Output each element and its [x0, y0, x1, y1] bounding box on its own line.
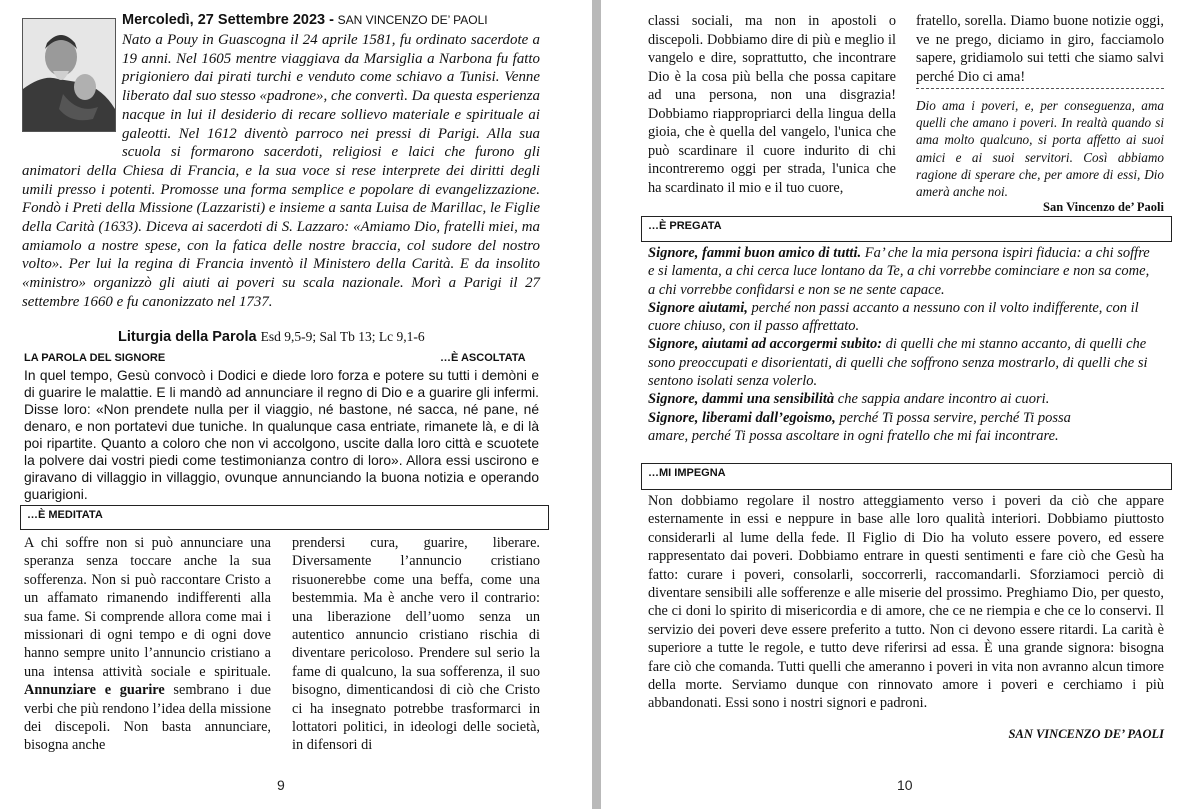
- prayer-body: perché Ti possa servire, perché Ti possa amare, perché Ti possa ascoltare in ogni fratello che mi fai incontrare.: [648, 409, 1071, 444]
- meditated-label: …È MEDITATA: [27, 509, 103, 521]
- prayed-box: [641, 216, 1172, 242]
- prayer-line: [648, 409, 1158, 446]
- meditation-text-1b: sembrano i due verbi che più rendono l’idea della missione dei discepoli. Non basta annunciare, bisogna anche: [24, 682, 271, 754]
- page-10: [601, 0, 1185, 809]
- commitment-label: …MI IMPEGNA: [648, 467, 726, 479]
- prayer-invocation: Signore, fammi buon amico di tutti.: [648, 245, 862, 261]
- prayer-body: di quelli che mi stanno accanto, di quelli che sono preoccupati e disorientati, di quelli che soffrono senza mostrarlo, di quelli che si sentono isolati senza volerlo.: [648, 336, 1148, 390]
- prayer-line: [648, 244, 1158, 299]
- prayer-invocation: Signore, dammi una sensibilità: [648, 391, 835, 408]
- header-saint: SAN VINCENZO DE’ PAOLI: [337, 13, 488, 27]
- liturgy-title: Liturgia della Parola: [118, 329, 257, 345]
- prayer-invocation: Signore, liberami dall’egoismo,: [648, 409, 836, 426]
- prayer-text: [648, 244, 1158, 445]
- quote-divider: [916, 88, 1164, 89]
- prayer-body: Fa’ che la mia persona ispiri fiducia: a chi soffre e si lamenta, a chi cerca luce lontano da Te, a chi vorrebbe cominciare e non sa come, a chi vorrebbe confidarsi e non se ne sente capace.: [648, 245, 1150, 298]
- listened-label: …È ASCOLTATA: [440, 352, 526, 364]
- commitment-text: Non dobbiamo regolare il nostro atteggiamento verso i poveri da ciò che appare esternamente in essi e neppure in base alle loro qualità interiori. Dobbiamo piuttosto considerarli al lume della fede. Il Figlio di Dio ha voluto essere povero, ed essere rappresentato dai poveri. Dobbiamo entrare in questi sentimenti e fare ciò che Gesù ha fatto: curare i poveri, consolarli, soccorrerli, raccomandarli. Sforziamoci perciò di diventare sensibili alle sofferenze e alle miserie del prossimo. Preghiamo Dio, per questo, che ci doni lo spirito di misericordia e di amore, che ce ne riempia e che ce lo conservi. Il servizio dei poveri deve essere preferito a tutto. Non ci devono essere ritardi. La carità è superiore a tutte le regole, e tutto deve riferirsi ad essa. È una grande signora: bisogna fare ciò che comanda. Tutti quelli che ameranno i poveri in vita non avranno alcun timore della morte. Serviamo dunque con rinnovato amore i poveri e cerchiamo i più abbandonati. Essi sono i nostri signori e padroni.: [648, 493, 1164, 712]
- prayer-invocation: Signore aiutami,: [648, 299, 748, 316]
- page-number: 9: [277, 777, 285, 793]
- biography-text: Nato a Pouy in Guascogna il 24 aprile 1581, fu ordinato sacerdote a 19 anni. Nel 1605 mentre viaggiava da Marsiglia a Narbona fu fatto prigioniero dai pirati turchi e venduto come schiavo a Tunisi. Venne liberato dal suo stesso «padrone», che convertì. Da questa esperienza nacque in lui il desiderio di recare sollievo materiale e spirituale ai galeotti. Nel 1612 diventò parroco nei pressi di Parigi. Alla sua scuola si formarono sacerdoti, religiosi e laici che furono gli animatori della Chiesa di Francia, e la sua voce si rese interprete dei diritti degli umili presso i potenti. Promosse una forma semplice e popolare di evangelizzazione. Fondò i Preti della Missione (Lazzaristi) e insieme a santa Luisa de Marillac, le Figlie della Carità (1633). Diceva ai sacerdoti di S. Lazzaro: «Amiamo Dio, fratelli miei, ma amiamolo a nostre spese, con la fatica delle nostre braccia, col sudore del nostro volto». Per lui la regina di Francia inventò il Ministero della Carità. E da insolito «ministro» organizzò gli aiuti ai poveri su scala nazionale. Morì a Parigi il 27 settembre 1660 e fu canonizzato nel 1737.: [22, 32, 540, 310]
- word-label: LA PAROLA DEL SIGNORE: [24, 352, 166, 364]
- reflection-column-1: classi sociali, ma non in apostoli o discepoli. Dobbiamo dire di più e meglio il vangelo e dire, soprattutto, che incontrare Dio è la cosa più bella che possa capitare ad una persona, non una disgrazia! Dobbiamo riappropriarci della lingua della gioia, che è quella del vangelo, l'unica che può scardinare il cuore indurito di chi incontreremo oggi per strada, l'unica che ha scardinato il mio e il tuo cuore,: [648, 13, 896, 196]
- page-header: [122, 12, 562, 29]
- gospel-text: In quel tempo, Gesù convocò i Dodici e diede loro forza e potere su tutti i demòni e di guarire le malattie. E li mandò ad annunciare il regno di Dio e a guarire gli infermi. Disse loro: «Non prendete nulla per il viaggio, né bastone, né sacca, né pane, né denaro, e non portatevi due tuniche. In qualunque casa entriate, rimanete là, e di là poi ripartite. Quanto a coloro che non vi accolgono, uscite dalla loro città e scuotete la polvere dai vostri piedi come testimonianza contro di loro». Allora essi uscirono e giravano di villaggio in villaggio, ovunque annunciando la buona notizia e operando guarigioni.: [24, 368, 539, 502]
- prayed-label: …È PREGATA: [648, 220, 722, 232]
- prayer-body: che sappia andare incontro ai cuori.: [834, 391, 1050, 408]
- saint-biography: [22, 31, 540, 312]
- portrait-spacer: [22, 31, 122, 145]
- commitment-author: SAN VINCENZO DE’ PAOLI: [1008, 727, 1164, 741]
- page-number: 10: [897, 777, 913, 793]
- meditation-text-1a: A chi soffre non si può annunciare una speranza senza toccare anche la sua sofferenza. Non si può raccontare Cristo a un affamato rimanendo indifferenti alla sua fame. Si comprende allora come mai i missionari di ogni tempo e di ogni dove hanno sempre unito l’annuncio cristiano a una intensa attività sociale e spirituale.: [24, 535, 271, 680]
- prayer-body: perché non passi accanto a nessuno con il volto indifferente, con il cuore chiuso, con il passo affrettato.: [648, 299, 1139, 335]
- liturgy-heading: [118, 328, 558, 346]
- reflection-column-2: fratello, sorella. Diamo buone notizie oggi, ve ne prego, diciamo in giro, facciamolo sapere, gridiamolo sui tetti che siamo salvi perché Dio ci ama!: [916, 13, 1164, 85]
- quote-author: San Vincenzo de’ Paoli: [1043, 200, 1164, 214]
- meditation-column-1: [24, 534, 271, 755]
- commitment-box: [641, 463, 1172, 490]
- page-9: [0, 0, 592, 809]
- meditated-box: [20, 505, 549, 530]
- prayer-line: [648, 335, 1158, 390]
- meditation-column-2: prendersi cura, guarire, liberare. Diversamente l’annuncio cristiano risuonerebbe come una beffa, come una bestemmia. Ma è anche vero il contrario: una liberazione dell’uomo senza un autentico annuncio cristiano rischia di diventare pericoloso. Prendere sul serio la fame di qualcuno, la sua sofferenza, il suo bisogno, dimenticandosi di ciò che Cristo ci ha insegnato potrebbe trasformarci in lottatori politici, in ideologi delle società, in difensori di: [292, 535, 540, 754]
- meditation-bold-phrase: Annunziare e guarire: [24, 682, 165, 699]
- prayer-line: [648, 390, 1158, 408]
- prayer-line: [648, 299, 1158, 336]
- liturgy-refs: Esd 9,5-9; Sal Tb 13; Lc 9,1-6: [260, 329, 425, 344]
- saint-quote: Dio ama i poveri, e, per conseguenza, ama quelli che amano i poveri. In realtà quando si ama molto qualcuno, si porta affetto ai suoi amici e ai suoi servitori. Così abbiamo ragione di sperare che, per amore di essi, Dio amerà anche noi.: [916, 98, 1164, 200]
- header-date: Mercoledì, 27 Settembre 2023 -: [122, 12, 334, 28]
- prayer-invocation: Signore, aiutami ad accorgermi subito:: [648, 336, 883, 353]
